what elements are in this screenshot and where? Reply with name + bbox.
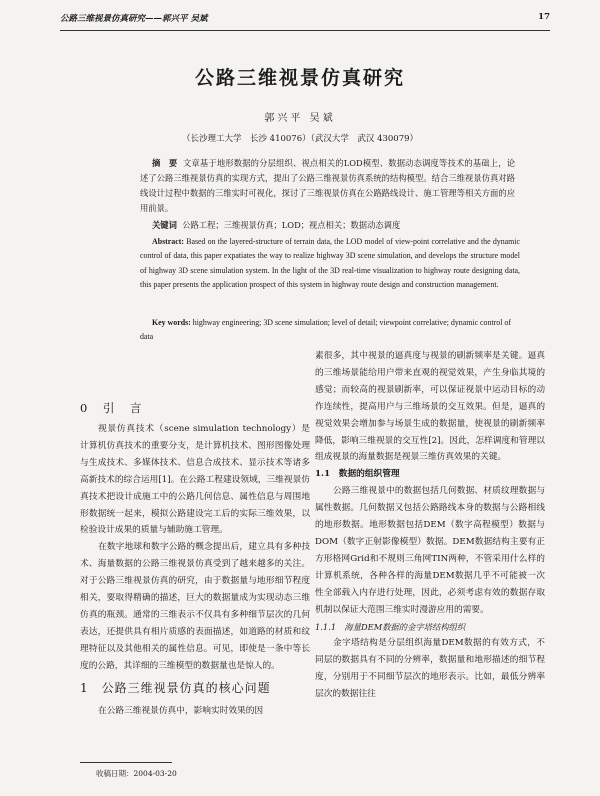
section-0-paragraph-1: 视景仿真技术（scene simulation technology）是计算机仿真技术的重要分支，是计算机技术、图形图像处理与生成技术、多媒体技术、信息合成技术、显示技术等诸多高新技术的综合运用[1]。在公路工程建设领域，三维视景仿真技术把设计成施工中的公路几何信息、属性信息与周围地形数据统一起来，模拟公路建设完工后的实际三维效果，以检验设计成果的质量与辅助施工管理。 xyxy=(80,424,310,536)
keywords-cn xyxy=(152,218,512,232)
keywords-en-text: highway engineering; 3D scene simulation; level of detail; viewpoint correlative; dynamic control of data xyxy=(140,318,511,342)
section-0-heading: 0 引 言 xyxy=(80,401,144,415)
section-1-heading: 1 公路三维视景仿真的核心问题 xyxy=(80,680,271,695)
running-header xyxy=(60,12,550,28)
abstract-en-label: Abstract: xyxy=(152,237,184,246)
abstract-en xyxy=(140,235,520,292)
right-column xyxy=(315,348,545,703)
section-1-1-heading: 1.1 数据的组织管理 xyxy=(315,469,400,480)
keywords-en-label: Key words: xyxy=(152,318,191,327)
section-1-1-1-paragraph-1: 金字塔结构是分层组织海量DEM数据的有效方式，不同层的数据具有不同的分辨率，数据量和地形描述的细节程度，分别用于不同细节层次的地形表示。比如，最低分辨率层次的数据往往 xyxy=(315,638,545,700)
section-1-1-paragraph-1: 公路三维视景中的数据包括几何数据、材质纹理数据与属性数据。几何数据又包括公路路线本身的数据与公路相线的地形数据。地形数据包括DEM（数字高程模型）数据与DOM（数字正射影像模型）数据。DEM数据结构主要有正方形格网Grid和不规则三角网TIN两种，不管采用什么样的计算机系统，各种各样的海量DEM数据几乎不可能被一次性全部载入内存进行处理，因此，必须考虑有效的数据存取机制以保证大范围三维实时漫游应用的需要。 xyxy=(315,486,545,615)
header-rule xyxy=(60,30,550,31)
section-1-1-1-heading: 1.1.1 海量DEM数据的金字塔结构组织 xyxy=(315,621,466,632)
abstract-cn-label: 摘 要 xyxy=(152,158,178,168)
section-1-paragraph-1: 在公路三维视景仿真中，影响实时效果的因 xyxy=(98,705,264,716)
page-number: 17 xyxy=(538,12,550,22)
footnote: 收稿日期：2004-03-20 xyxy=(96,769,177,778)
section-0-paragraph-2: 在数字地球和数字公路的概念提出后，建立具有多种技术、海量数据的公路三维视景仿真受到了越来越多的关注。对于公路三维视景仿真的研究，由于数据量与地形细节程度相关，要取得精确的描述，巨大的数据量成为实现动态三维仿真的瓶颈。通常的三维表示不仅具有多种细节层次的几何表达，还提供具有相片质感的表面描述，如道路的材质和纹理特征以及其他相关的属性信息。可见，即使是一条中等长度的公路，其详细的三维模型的数据量也是惊人的。 xyxy=(80,542,310,671)
abstract-cn-text: 文章基于地形数据的分层组织、视点相关的LOD模型、数据动态调度等技术的基础上，论述了公路三维视景仿真的实现方式，提出了公路三维视景仿真系统的结构模型。结合三维视景仿真对路线设计过程中数据的三维实时可视化，探讨了三维视景仿真在公路路线设计、施工管理等相关方面的应用前景。 xyxy=(140,158,515,213)
keywords-cn-text: 公路工程；三维视景仿真；LOD；视点相关；数据动态调度 xyxy=(182,220,401,230)
affiliation: （长沙理工大学 长沙 410076）（武汉大学 武汉 430079） xyxy=(181,134,419,144)
abstract-en-text: Based on the layered-structure of terrain data, the LOD model of view-point correlative and the dynamic control of data, this paper expatiates the way to realize highway 3D scene simulation, and develops the structure model of highway 3D scene simulation system. In the light of the 3D real-time visualization to highway route designing data, this paper presents the application prospect of this system in highway route design and construction management. xyxy=(140,237,520,289)
footnote-rule xyxy=(80,762,172,763)
right-paragraph-1: 素很多，其中视景的逼真度与视景的刷新频率是关键。逼真的三维场景能给用户带来直观的视觉效果，产生身临其境的感觉；而较高的视景刷新率，可以保证视景中运动目标的动作连续性，提高用户与三维场景的交互效果。但是，逼真的视觉效果会增加参与场景生成的数据量，使视景的刷新频率降低，影响三维视景的交互性[2]。因此，怎样调度和管理以组成视景的海量数据是视景三维仿真效果的关键。 xyxy=(315,351,545,463)
abstract-cn xyxy=(140,156,515,216)
paper-title: 公路三维视景仿真研究 xyxy=(194,67,405,89)
keywords-en xyxy=(140,316,520,345)
authors: 郭兴平 吴斌 xyxy=(264,113,336,124)
running-title: 公路三维视景仿真研究——郭兴平 吴斌 xyxy=(60,14,208,24)
left-column xyxy=(80,395,310,720)
keywords-cn-label: 关键词 xyxy=(152,220,177,230)
